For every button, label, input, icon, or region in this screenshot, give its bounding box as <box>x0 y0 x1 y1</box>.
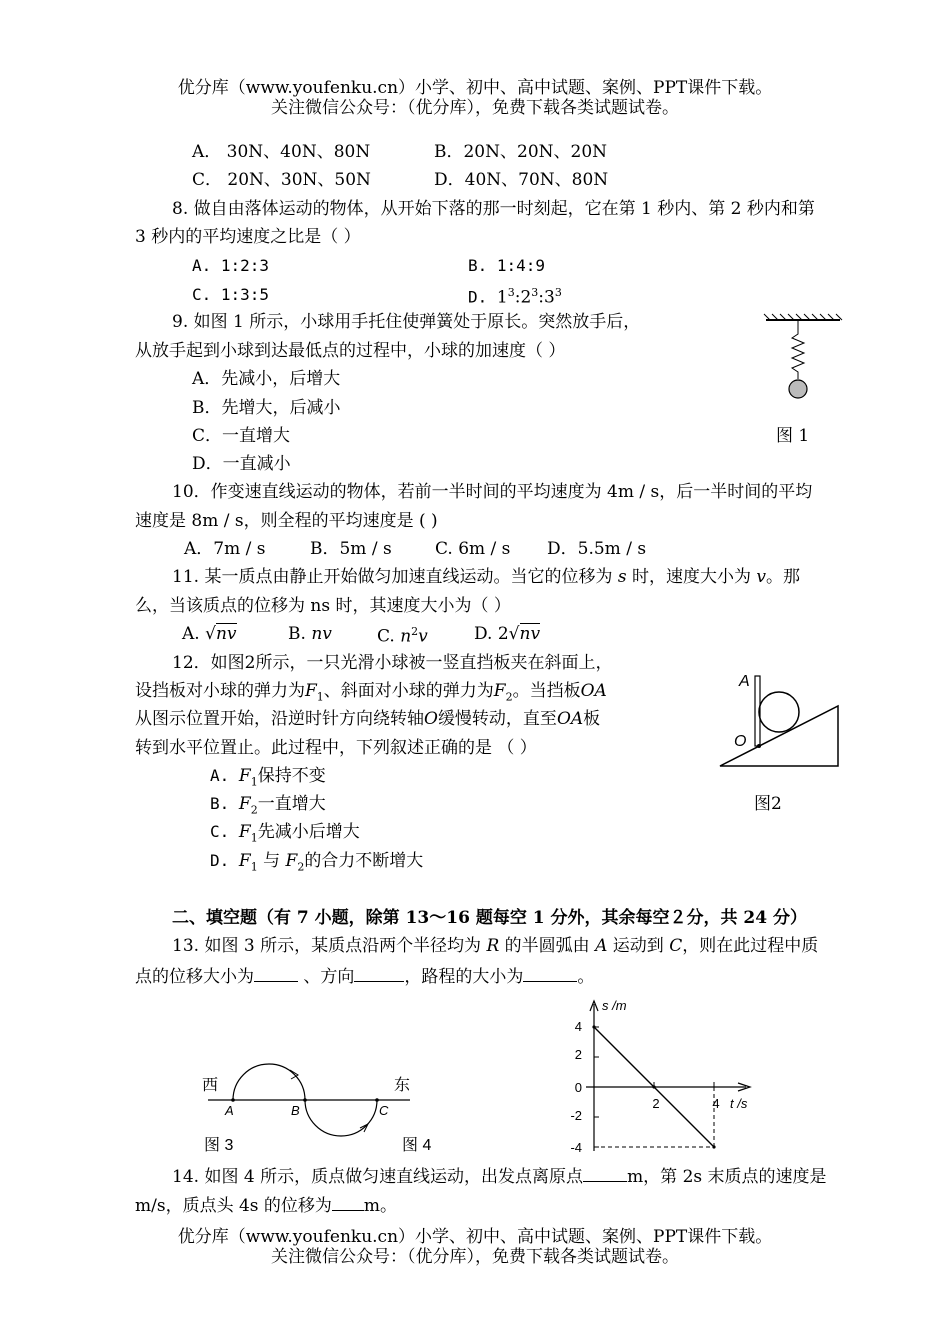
data-point <box>592 1025 595 1028</box>
figure-3-label-west: 西 <box>202 1077 219 1094</box>
q10-option-b: B．5m / s <box>310 539 392 559</box>
x-axis-label: t /s <box>730 1096 748 1111</box>
q11-option-b: B. nv <box>288 624 332 644</box>
footer-line-2: 关注微信公众号：（优分库），免费下载各类试题试卷。 <box>271 1247 679 1267</box>
q11-option-d: D. 2√nv <box>474 624 541 644</box>
figure-4-caption: 图 4 <box>402 1137 432 1154</box>
q12-stem-line-2: 设挡板对小球的弹力为$F_1$、斜面对小球的弹力为$F_2$。当挡板OA <box>135 681 607 704</box>
y-tick-label-4: 4 <box>574 1019 582 1034</box>
figure-3-label-b: B <box>291 1103 300 1118</box>
figure-2-label-o: O <box>734 733 747 750</box>
q7-option-d: D．40N、70N、80N <box>434 170 609 190</box>
figure-4-st-graph <box>556 996 760 1158</box>
q8-option-b: B. 1:4:9 <box>468 256 546 275</box>
q11-option-c: C. $n^2v$ <box>377 625 428 647</box>
y-axis-label: s /m <box>602 998 627 1013</box>
q11-option-a: A. √nv <box>182 624 237 644</box>
q9-stem-line-1: 9. 如图 1 所示，小球用手托住使弹簧处于原长。突然放手后， <box>172 312 641 332</box>
section-2-title: 二、填空题（有 7 小题，除第 13～16 题每空 1 分外，其余每空２分，共 24 分） <box>172 908 807 928</box>
q14-blank-start-distance[interactable] <box>583 1167 627 1182</box>
q12-stem-line-1: 12．如图2所示，一只光滑小球被一竖直挡板夹在斜面上， <box>172 653 613 673</box>
sqrt-icon: √ <box>508 624 520 644</box>
q7-option-b: B．20N、20N、20N <box>434 142 608 162</box>
q13-stem-line-2: 点的位移大小为 、方向 ，路程的大小为 。 <box>135 967 595 987</box>
q14-blank-displacement[interactable] <box>332 1196 364 1211</box>
q9-option-d: D．一直减小 <box>192 454 291 474</box>
q12-stem-line-4: 转到水平位置止。此过程中，下列叙述正确的是 （ ） <box>135 738 537 758</box>
q7-option-c: C． 20N、30N、50N <box>192 170 371 190</box>
figure-3-semicircles <box>198 1060 446 1154</box>
q13-blank-distance[interactable] <box>523 967 577 982</box>
q9-stem-line-2: 从放手起到小球到达最低点的过程中，小球的加速度（ ） <box>135 341 566 361</box>
figure-1-caption: 图 1 <box>776 426 810 446</box>
data-point <box>712 1145 715 1148</box>
y-tick-label-2: 2 <box>574 1047 582 1062</box>
q7-option-a: A． 30N、40N、80N <box>192 142 371 162</box>
q11-stem-line-2: 么，当该质点的位移为 ns 时，其速度大小为（ ） <box>135 596 511 616</box>
q13-stem-line-1: 13. 如图 3 所示，某质点沿两个半径均为 R 的半圆弧由 A 运动到 C，则在此过程中质 <box>172 936 819 956</box>
y-tick-label-neg2: -2 <box>570 1108 582 1123</box>
figure-3-label-c: C <box>379 1103 389 1118</box>
q14-stem-line-1: 14. 如图 4 所示，质点做匀速直线运动，出发点离原点 m，第 2s 末质点的速度是 <box>172 1167 827 1187</box>
q10-stem-line-2: 速度是 8m / s，则全程的平均速度是 ( ) <box>135 511 438 531</box>
q12-stem-line-3: 从图示位置开始，沿逆时针方向绕转轴O缓慢转动，直至OA板 <box>135 709 601 729</box>
q8-option-d: D. $1^3:2^3:3^3$ <box>468 286 562 308</box>
header-line-1: 优分库（www.youfenku.cn）小学、初中、高中试题、案例、PPT课件下载。 <box>177 78 773 98</box>
figure-1-spring <box>760 312 850 402</box>
y-tick-label-0: 0 <box>574 1080 582 1095</box>
q8-stem-line-1: 8. 做自由落体运动的物体，从开始下落的那一时刻起，它在第 1 秒内、第 2 秒内和第 <box>172 199 815 219</box>
x-tick-label-2: 2 <box>652 1096 660 1111</box>
q14-stem-line-2: m/s，质点头 4s 的位移为 m。 <box>135 1196 398 1216</box>
q12-option-d: D. $F_1$ 与 $F_2$的合力不断增大 <box>210 851 424 874</box>
q9-option-c: C．一直增大 <box>192 426 291 446</box>
q13-blank-displacement[interactable] <box>254 967 298 982</box>
figure-2-caption: 图2 <box>754 794 782 814</box>
figure-3-label-east: 东 <box>394 1077 411 1094</box>
footer-line-1: 优分库（www.youfenku.cn）小学、初中、高中试题、案例、PPT课件下载。 <box>177 1227 773 1247</box>
q13-blank-direction[interactable] <box>354 967 404 982</box>
figure-2-label-a: A <box>739 673 750 690</box>
q10-option-a: A．7m / s <box>184 539 266 559</box>
q12-option-a: A. $F_1$保持不变 <box>210 766 326 789</box>
q10-option-c: C. 6m / s <box>435 539 511 559</box>
q9-option-b: B．先增大，后减小 <box>192 398 341 418</box>
q11-stem-line-1: 11. 某一质点由静止开始做匀加速直线运动。当它的位移为 s 时，速度大小为 v。那 <box>172 567 800 587</box>
q8-option-c: C. 1:3:5 <box>192 285 270 304</box>
figure-3-label-a: A <box>225 1103 234 1118</box>
q10-stem-line-1: 10．作变速直线运动的物体，若前一半时间的平均速度为 4m / s，后一半时间的平均 <box>172 482 813 502</box>
q9-option-a: A．先减小，后增大 <box>192 369 341 389</box>
q8-stem-line-2: 3 秒内的平均速度之比是（ ） <box>135 227 361 247</box>
header-line-2: 关注微信公众号：（优分库），免费下载各类试题试卷。 <box>271 98 679 118</box>
sqrt-icon: √ <box>205 624 216 644</box>
y-tick-label-neg4: -4 <box>570 1140 582 1155</box>
figure-3-caption: 图 3 <box>204 1137 234 1154</box>
q12-option-c: C. $F_1$先减小后增大 <box>210 822 360 845</box>
q8-option-a: A. 1:2:3 <box>192 256 270 275</box>
q10-option-d: D．5.5m / s <box>547 539 647 559</box>
figure-2-incline <box>712 664 847 774</box>
x-tick-label-4: 4 <box>712 1096 720 1111</box>
q12-option-b: B. $F_2$一直增大 <box>210 794 326 817</box>
data-point <box>652 1085 655 1088</box>
